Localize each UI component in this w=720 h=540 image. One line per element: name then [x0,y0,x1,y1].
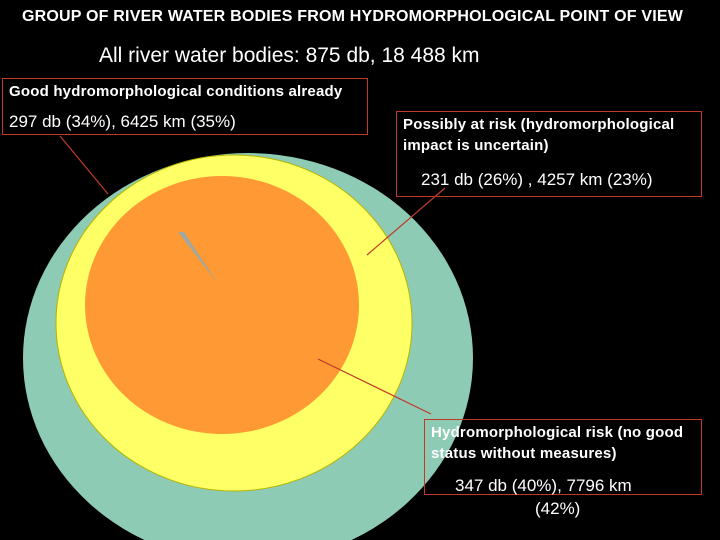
leader-line-good [60,136,108,194]
callout-risk-label: Hydromorphological risk (no good status without measures) [431,424,684,462]
callout-possible-stat: 231 db (26%) , 4257 km (23%) [421,170,653,189]
callout-risk-stat-line2: (42%) [535,499,581,518]
callout-risk [424,419,702,518]
slide-title: GROUP OF RIVER WATER BODIES FROM HYDROMORPHOLOGICAL POINT OF VIEW [22,8,684,25]
callout-risk-stat-line1: 347 db (40%), 7796 km [455,476,632,495]
callout-possible-label: Possibly at risk (hydromorphological impact is uncertain) [403,116,675,154]
callout-good-label: Good hydromorphological conditions already [9,83,343,100]
callout-possible [396,111,702,197]
callout-good [2,78,368,135]
ring-risk [85,176,359,434]
summary-subtitle: All river water bodies: 875 db, 18 488 km [99,44,480,67]
callout-good-stat: 297 db (34%), 6425 km (35%) [9,112,236,131]
